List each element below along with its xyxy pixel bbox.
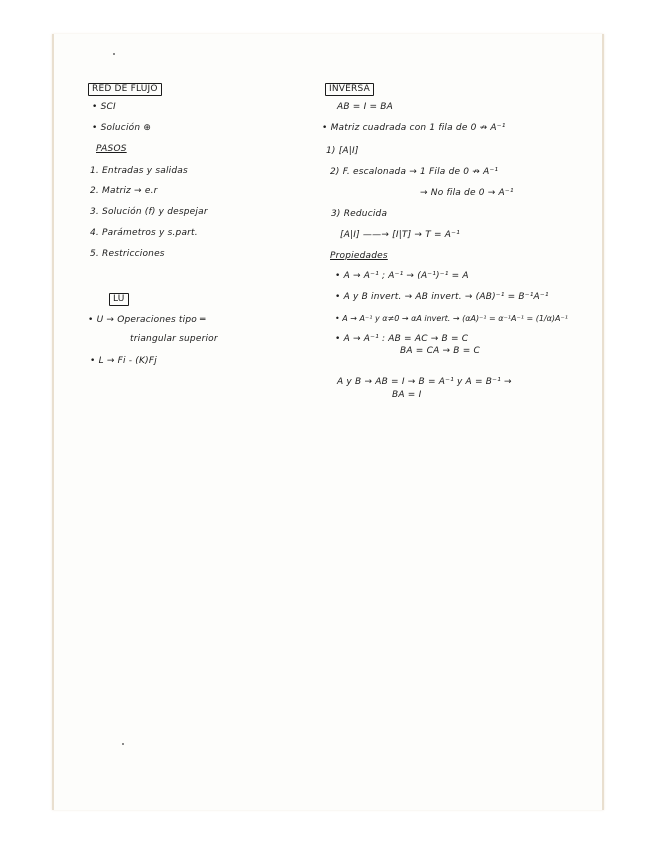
prop-4a: • A → A⁻¹ : AB = AC → B = C: [335, 334, 469, 344]
paper-speck: [122, 743, 124, 745]
matriz-cuadrada-line: • Matriz cuadrada con 1 fila de 0 ↛ A⁻¹: [322, 123, 506, 133]
step-3: 3) Reducida: [331, 209, 388, 219]
l-operation: • L → Fi - (K)Fj: [90, 356, 157, 366]
paso-3: 3. Solución (f) y despejar: [90, 207, 208, 217]
paso-1: 1. Entradas y salidas: [90, 166, 188, 176]
lu-title: LU: [109, 293, 129, 306]
aysb-line: A y B → AB = I → B = A⁻¹ y A = B⁻¹ →: [337, 377, 512, 387]
prop-1: • A → A⁻¹ ; A⁻¹ → (A⁻¹)⁻¹ = A: [335, 271, 469, 281]
prop-4b: BA = CA → B = C: [400, 346, 481, 356]
paso-5: 5. Restricciones: [90, 249, 165, 259]
ab-identity: AB = I = BA: [337, 102, 394, 112]
solucion-bullet: • Solución ⊕: [92, 123, 152, 133]
step-2-nofila: → No fila de 0 → A⁻¹: [420, 188, 514, 198]
propiedades-title: Propiedades: [330, 251, 388, 261]
triangular-superior: triangular superior: [130, 334, 218, 344]
prop-2: • A y B invert. → AB invert. → (AB)⁻¹ = B⁻¹A⁻¹: [335, 292, 549, 302]
pasos-title: PASOS: [96, 144, 127, 154]
reduction-line: [A|I] ——→ [I|T] → T = A⁻¹: [340, 230, 460, 240]
u-operaciones: • U → Operaciones tipo ═: [88, 315, 206, 325]
prop-3: • A → A⁻¹ y α≠0 → αA invert. → (αA)⁻¹ = α⁻¹A⁻¹ = (1/α)A⁻¹: [335, 314, 568, 323]
step-2-row: 2) F. escalonada → 1 Fila de 0 ↛ A⁻¹: [330, 167, 499, 177]
paper-speck: [113, 53, 115, 55]
sci-bullet: • SCI: [92, 102, 116, 112]
inversa-title: INVERSA: [325, 83, 374, 96]
red-de-flujo-title: RED DE FLUJO: [88, 83, 162, 96]
paso-2: 2. Matriz → e.r: [90, 186, 158, 196]
ba-identity: BA = I: [392, 390, 422, 400]
paso-4: 4. Parámetros y s.part.: [90, 228, 198, 238]
step-1: 1) [A|I]: [326, 146, 359, 156]
